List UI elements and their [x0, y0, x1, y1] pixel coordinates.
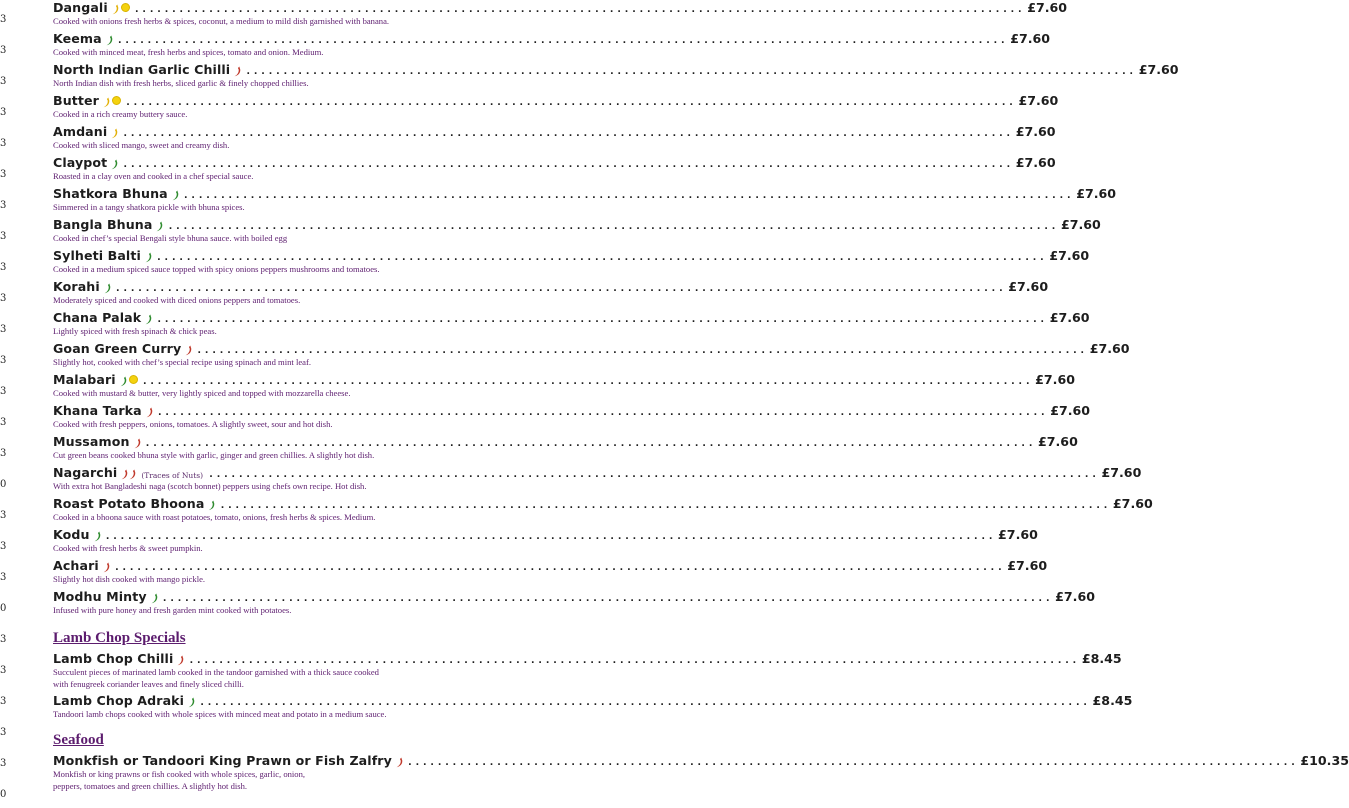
edge-glyph: 3 — [0, 169, 7, 180]
menu-page — [53, 0, 1349, 793]
dish-description: Moderately spiced and cooked with diced onions peppers and tomatoes. — [53, 295, 301, 305]
dot-leader: ........................................................................................................................ — [406, 757, 1298, 768]
red-chilli-icon — [146, 405, 153, 416]
dish-price: £8.45 — [1081, 651, 1122, 666]
menu-item — [53, 215, 1101, 246]
yellow-chilli-icon — [111, 126, 118, 137]
green-chilli-icon — [145, 312, 152, 323]
spice-indicators — [146, 403, 154, 418]
section-heading: Lamb Chop Specials — [53, 630, 186, 646]
dot-leader: ........................................................................................................................ — [245, 66, 1136, 77]
dish-name: Achari — [53, 558, 99, 573]
menu-item — [53, 751, 1349, 793]
dish-description: Slightly hot dish cooked with mango pickle. — [53, 574, 206, 584]
dish-description: North Indian dish with fresh herbs, sliced garlic & finely chopped chillies. — [53, 78, 309, 88]
dish-name: North Indian Garlic Chilli — [53, 62, 231, 77]
red-chilli-icon — [396, 755, 403, 766]
dish-price: £7.60 — [1049, 310, 1090, 325]
dish-description: with fenugreek coriander leaves and finely sliced chilli. — [53, 679, 244, 689]
dish-description: Cooked in a bhoona sauce with roast potatoes, tomato, onions, fresh herbs & spices. Medium. — [53, 512, 376, 522]
dot-leader: ........................................................................................................................ — [199, 697, 1090, 708]
green-chilli-icon — [188, 695, 195, 706]
spice-indicators — [234, 62, 242, 77]
spice-indicators — [106, 31, 114, 46]
dish-description: peppers, tomatoes and green chillies. A slightly hot dish. — [53, 781, 248, 791]
spice-indicators — [151, 589, 159, 604]
dish-price: £7.60 — [1008, 279, 1049, 294]
dot-leader: ........................................................................................................................ — [208, 469, 1099, 480]
nut-icon — [129, 375, 138, 384]
dish-description: Succulent pieces of marinated lamb cooked in the tandoor garnished with a thick sauce cooked — [53, 667, 379, 677]
spice-indicators — [121, 465, 137, 480]
spice-indicators — [134, 434, 142, 449]
dish-description: Cooked with mustard & butter, very lightly spiced and topped with mozzarella cheese. — [53, 388, 351, 398]
dish-price: £7.60 — [1010, 31, 1051, 46]
edge-glyph: 3 — [0, 324, 7, 335]
edge-glyph: 3 — [0, 262, 7, 273]
dish-name: Malabari — [53, 372, 116, 387]
menu-item — [53, 277, 1049, 308]
spice-indicators — [111, 155, 119, 170]
menu-item — [53, 29, 1051, 60]
dish-name: Modhu Minty — [53, 589, 147, 604]
edge-glyph: 3 — [0, 45, 7, 56]
spice-indicators — [145, 248, 153, 263]
green-chilli-icon — [208, 498, 215, 509]
spice-indicators — [103, 93, 122, 108]
dish-name: Nagarchi — [53, 465, 118, 480]
green-chilli-icon — [156, 219, 163, 230]
dish-description: Cooked with minced meat, fresh herbs and spices, tomato and onion. Medium. — [53, 47, 324, 57]
menu-item — [53, 308, 1090, 339]
menu-item — [53, 494, 1153, 525]
dish-name: Monkfish or Tandoori King Prawn or Fish Zalfry — [53, 753, 392, 768]
red-chilli-icon — [134, 436, 141, 447]
menu-item — [53, 401, 1091, 432]
red-chilli-icon — [121, 467, 128, 478]
red-chilli-icon — [234, 64, 241, 75]
dish-price: £7.60 — [1007, 558, 1048, 573]
dot-leader: ........................................................................................................................ — [116, 35, 1008, 46]
menu-item — [53, 184, 1117, 215]
edge-glyph: 3 — [0, 727, 7, 738]
dish-name: Claypot — [53, 155, 108, 170]
edge-glyph: 3 — [0, 541, 7, 552]
dish-name: Mussamon — [53, 434, 130, 449]
dot-leader: ........................................................................................................................ — [104, 531, 996, 542]
menu-item — [53, 339, 1130, 370]
red-chilli-icon — [185, 343, 192, 354]
edge-glyph: 3 — [0, 448, 7, 459]
spice-indicators — [156, 217, 164, 232]
dish-name: Korahi — [53, 279, 100, 294]
dish-name: Khana Tarka — [53, 403, 142, 418]
dish-price: £7.60 — [1018, 93, 1059, 108]
edge-glyph: 3 — [0, 14, 7, 25]
menu-item — [53, 153, 1056, 184]
dot-leader: ........................................................................................................................ — [113, 562, 1005, 573]
menu-item — [53, 60, 1179, 91]
dot-leader: ........................................................................................................................ — [167, 221, 1058, 232]
dish-description: Cooked in a rich creamy buttery sauce. — [53, 109, 188, 119]
spice-indicators — [104, 279, 112, 294]
edge-glyph: 0 — [0, 479, 7, 490]
red-chilli-icon — [103, 560, 110, 571]
green-chilli-icon — [120, 374, 127, 385]
dish-name: Goan Green Curry — [53, 341, 182, 356]
dot-leader: ........................................................................................................................ — [155, 252, 1047, 263]
spice-indicators — [172, 186, 180, 201]
dot-leader: ........................................................................................................................ — [144, 438, 1035, 449]
dish-description: Lightly spiced with fresh spinach & chick peas. — [53, 326, 217, 336]
dish-price: £7.60 — [1055, 589, 1095, 604]
yellow-chilli-icon — [103, 95, 110, 106]
dot-leader: ........................................................................................................................ — [124, 97, 1016, 108]
dish-name: Shatkora Bhuna — [53, 186, 168, 201]
dish-description: Cut green beans cooked bhuna style with garlic, ginger and green chillies. A slightly hot dish. — [53, 450, 375, 460]
menu-item — [53, 246, 1090, 277]
dish-description: With extra hot Bangladeshi naga (scotch bonnet) peppers using chefs own recipe. Hot dish. — [53, 481, 367, 491]
spice-indicators — [111, 124, 119, 139]
dish-price: £7.60 — [1035, 372, 1075, 387]
dish-name: Dangali — [53, 0, 108, 15]
dish-name: Sylheti Balti — [53, 248, 141, 263]
dish-description: Cooked in chef’s special Bengali style bhuna sauce. with boiled egg — [53, 233, 288, 243]
left-edge-cropped-text — [0, 0, 8, 808]
menu-item — [53, 691, 1133, 722]
edge-glyph: 3 — [0, 231, 7, 242]
edge-glyph: 3 — [0, 107, 7, 118]
dot-leader: ........................................................................................................................ — [141, 376, 1033, 387]
dish-note: (Traces of Nuts) — [141, 471, 204, 480]
dish-price: £10.35 — [1300, 753, 1349, 768]
spice-indicators — [188, 693, 196, 708]
dish-description: Infused with pure honey and fresh garden mint cooked with potatoes. — [53, 605, 292, 615]
dish-description: Simmered in a tangy shatkora pickle with bhuna spices. — [53, 202, 245, 212]
dish-price: £7.60 — [1112, 496, 1153, 511]
dish-name: Amdani — [53, 124, 108, 139]
edge-glyph: 3 — [0, 138, 7, 149]
yellow-chilli-icon — [112, 2, 119, 13]
dish-price: £7.60 — [1015, 155, 1056, 170]
dot-leader: ........................................................................................................................ — [161, 593, 1053, 604]
menu-item — [53, 525, 1038, 556]
nut-icon — [121, 3, 130, 12]
spice-indicators — [396, 753, 404, 768]
dot-leader: ........................................................................................................................ — [196, 345, 1087, 356]
edge-glyph: 3 — [0, 665, 7, 676]
dot-leader: ........................................................................................................................ — [114, 283, 1006, 294]
dish-price: £8.45 — [1092, 693, 1133, 708]
spice-indicators — [145, 310, 153, 325]
nut-icon — [112, 96, 121, 105]
dish-price: £7.60 — [1027, 0, 1068, 15]
green-chilli-icon — [145, 250, 152, 261]
dish-name: Butter — [53, 93, 99, 108]
edge-glyph: 3 — [0, 386, 7, 397]
edge-glyph: 3 — [0, 355, 7, 366]
dot-leader: ........................................................................................................................ — [122, 128, 1013, 139]
menu-item — [53, 91, 1059, 122]
edge-glyph: 3 — [0, 510, 7, 521]
green-chilli-icon — [151, 591, 158, 602]
menu-item — [53, 463, 1142, 494]
dish-description: Tandoori lamb chops cooked with whole spices with minced meat and potato in a medium sauce. — [53, 709, 387, 719]
spice-indicators — [112, 0, 131, 15]
dish-name: Bangla Bhuna — [53, 217, 153, 232]
menu-item — [53, 0, 1068, 29]
dish-price: £7.60 — [998, 527, 1038, 542]
green-chilli-icon — [172, 188, 179, 199]
dot-leader: ........................................................................................................................ — [219, 500, 1110, 511]
spice-indicators — [185, 341, 193, 356]
dish-description: Cooked with onions fresh herbs & spices, coconut, a medium to mild dish garnished with banana. — [53, 16, 390, 26]
menu-item — [53, 432, 1078, 463]
dish-name: Keema — [53, 31, 102, 46]
menu-item — [53, 122, 1056, 153]
dot-leader: ........................................................................................................................ — [188, 655, 1079, 666]
dot-leader: ........................................................................................................................ — [182, 190, 1074, 201]
section-heading: Seafood — [53, 732, 104, 748]
spice-indicators — [120, 372, 139, 387]
edge-glyph: 3 — [0, 200, 7, 211]
dish-price: £7.60 — [1101, 465, 1142, 480]
dot-leader: ........................................................................................................................ — [156, 314, 1047, 325]
red-chilli-icon — [129, 467, 136, 478]
edge-glyph: 3 — [0, 572, 7, 583]
spice-indicators — [103, 558, 111, 573]
menu-item — [53, 370, 1075, 401]
dish-name: Chana Palak — [53, 310, 142, 325]
dish-price: £7.60 — [1060, 217, 1101, 232]
dish-price: £7.60 — [1138, 62, 1179, 77]
spice-indicators — [94, 527, 102, 542]
spice-indicators — [208, 496, 216, 511]
dish-price: £7.60 — [1049, 248, 1090, 263]
dot-leader: ........................................................................................................................ — [122, 159, 1013, 170]
dish-description: Slightly hot, cooked with chef’s special recipe using spinach and mint leaf. — [53, 357, 311, 367]
dish-name: Lamb Chop Adraki — [53, 693, 185, 708]
dish-name: Kodu — [53, 527, 90, 542]
green-chilli-icon — [94, 529, 101, 540]
dish-description: Monkfish or king prawns or fish cooked with whole spices, garlic, onion, — [53, 769, 306, 779]
dot-leader: ........................................................................................................................ — [133, 4, 1025, 15]
edge-glyph: 3 — [0, 293, 7, 304]
dish-description: Roasted in a clay oven and cooked in a chef special sauce. — [53, 171, 254, 181]
green-chilli-icon — [111, 157, 118, 168]
green-chilli-icon — [106, 33, 113, 44]
edge-glyph: 0 — [0, 789, 7, 800]
dish-description: Cooked in a medium spiced sauce topped with spicy onions peppers mushrooms and tomatoes. — [53, 264, 380, 274]
dot-leader: ........................................................................................................................ — [156, 407, 1048, 418]
edge-glyph: 3 — [0, 696, 7, 707]
dish-price: £7.60 — [1076, 186, 1117, 201]
dish-price: £7.60 — [1015, 124, 1056, 139]
menu-item — [53, 556, 1048, 587]
edge-glyph: 3 — [0, 758, 7, 769]
green-chilli-icon — [104, 281, 111, 292]
dish-description: Cooked with sliced mango, sweet and creamy dish. — [53, 140, 230, 150]
dish-name: Roast Potato Bhoona — [53, 496, 205, 511]
edge-glyph: 0 — [0, 603, 7, 614]
menu-item — [53, 649, 1122, 691]
red-chilli-icon — [177, 653, 184, 664]
edge-glyph: 3 — [0, 417, 7, 428]
spice-indicators — [177, 651, 185, 666]
dish-description: Cooked with fresh peppers, onions, tomatoes. A slightly sweet, sour and hot dish. — [53, 419, 333, 429]
dish-description: Cooked with fresh herbs & sweet pumpkin. — [53, 543, 203, 553]
edge-glyph: 3 — [0, 634, 7, 645]
edge-glyph: 3 — [0, 76, 7, 87]
dish-name: Lamb Chop Chilli — [53, 651, 174, 666]
dish-price: £7.60 — [1050, 403, 1091, 418]
dish-price: £7.60 — [1089, 341, 1130, 356]
menu-item — [53, 587, 1095, 618]
dish-price: £7.60 — [1038, 434, 1078, 449]
